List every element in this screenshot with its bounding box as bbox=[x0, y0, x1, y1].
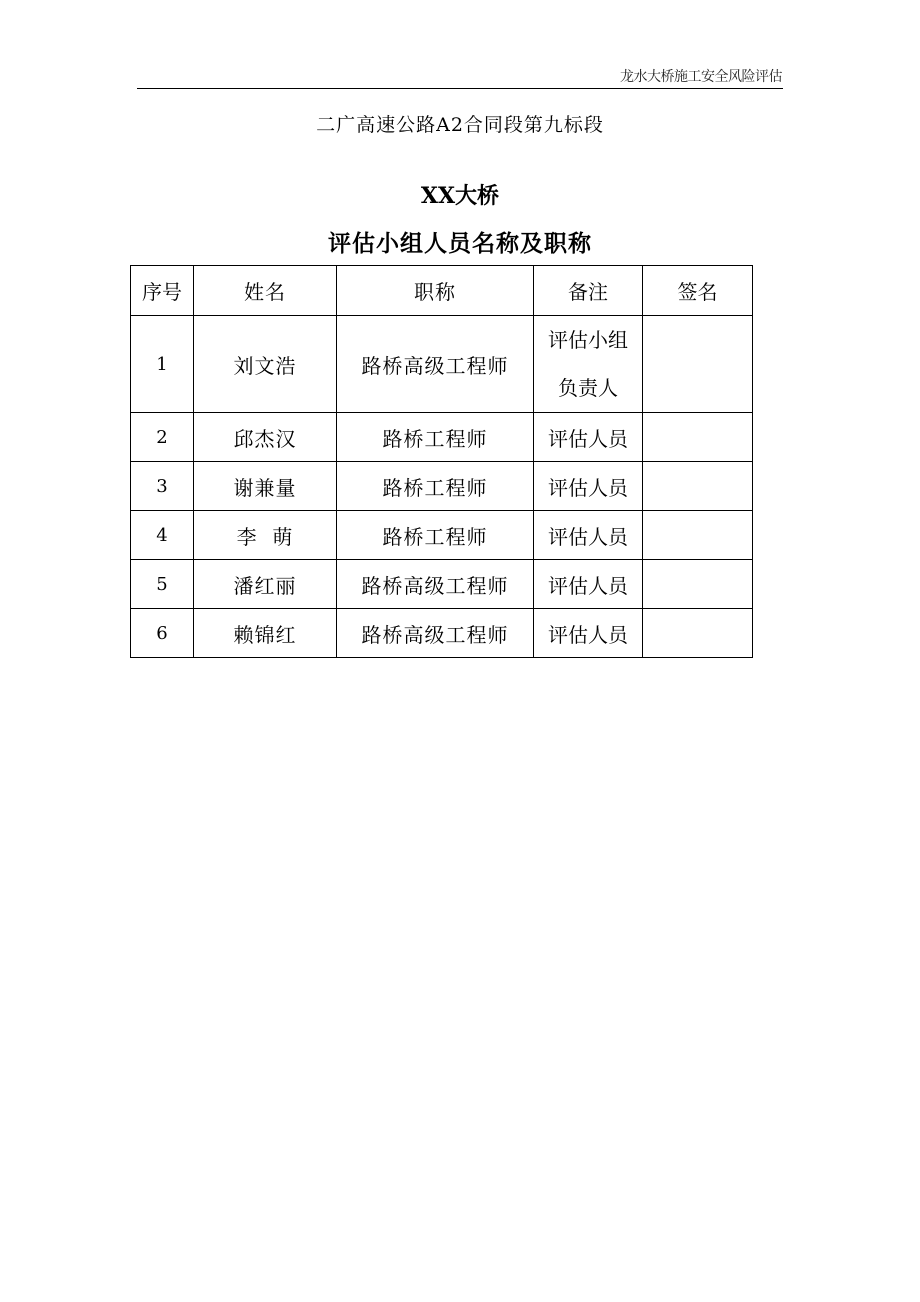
cell-signature[interactable] bbox=[643, 511, 753, 560]
header-rule bbox=[137, 88, 783, 89]
cell-remark: 评估人员 bbox=[534, 609, 643, 658]
cell-no: 3 bbox=[131, 462, 194, 511]
cell-remark bbox=[534, 316, 643, 413]
header-name: 姓名 bbox=[194, 266, 337, 316]
cell-no: 2 bbox=[131, 413, 194, 462]
header-no: 序号 bbox=[131, 266, 194, 316]
table-row bbox=[131, 560, 753, 609]
personnel-table bbox=[130, 265, 753, 658]
cell-title: 路桥工程师 bbox=[337, 413, 534, 462]
cell-name: 谢兼量 bbox=[194, 462, 337, 511]
header-signature: 签名 bbox=[643, 266, 753, 316]
cell-remark: 评估人员 bbox=[534, 462, 643, 511]
table-row bbox=[131, 609, 753, 658]
cell-remark-line: 负责人 bbox=[558, 376, 618, 400]
cell-remark: 评估人员 bbox=[534, 560, 643, 609]
table-row bbox=[131, 511, 753, 560]
cell-remark: 评估人员 bbox=[534, 413, 643, 462]
cell-signature[interactable] bbox=[643, 462, 753, 511]
cell-remark: 评估人员 bbox=[534, 511, 643, 560]
table-row bbox=[131, 462, 753, 511]
cell-no: 6 bbox=[131, 609, 194, 658]
cell-signature[interactable] bbox=[643, 413, 753, 462]
cell-no: 1 bbox=[131, 316, 194, 413]
cell-title: 路桥工程师 bbox=[337, 462, 534, 511]
cell-name: 潘红丽 bbox=[194, 560, 337, 609]
cell-signature[interactable] bbox=[643, 560, 753, 609]
table-row bbox=[131, 316, 753, 413]
cell-no: 4 bbox=[131, 511, 194, 560]
cell-name: 李 萌 bbox=[194, 511, 337, 560]
header-remark: 备注 bbox=[534, 266, 643, 316]
cell-title: 路桥高级工程师 bbox=[337, 560, 534, 609]
cell-signature[interactable] bbox=[643, 316, 753, 413]
table-header-row bbox=[131, 266, 753, 316]
cell-remark-line: 评估小组 bbox=[548, 328, 628, 352]
cell-title: 路桥高级工程师 bbox=[337, 609, 534, 658]
table-row bbox=[131, 413, 753, 462]
document-subtitle: 评估小组人员名称及职称 bbox=[328, 230, 592, 257]
cell-signature[interactable] bbox=[643, 609, 753, 658]
cell-title: 路桥工程师 bbox=[337, 511, 534, 560]
cell-no: 5 bbox=[131, 560, 194, 609]
document-title: XX大桥 bbox=[420, 183, 500, 209]
cell-title: 路桥高级工程师 bbox=[337, 316, 534, 413]
cell-name: 刘文浩 bbox=[194, 316, 337, 413]
project-line: 二广高速公路A2合同段第九标段 bbox=[316, 114, 604, 136]
cell-name: 赖锦红 bbox=[194, 609, 337, 658]
header-title: 职称 bbox=[337, 266, 534, 316]
cell-name: 邱杰汉 bbox=[194, 413, 337, 462]
running-header: 龙水大桥施工安全风险评估 bbox=[620, 69, 782, 85]
